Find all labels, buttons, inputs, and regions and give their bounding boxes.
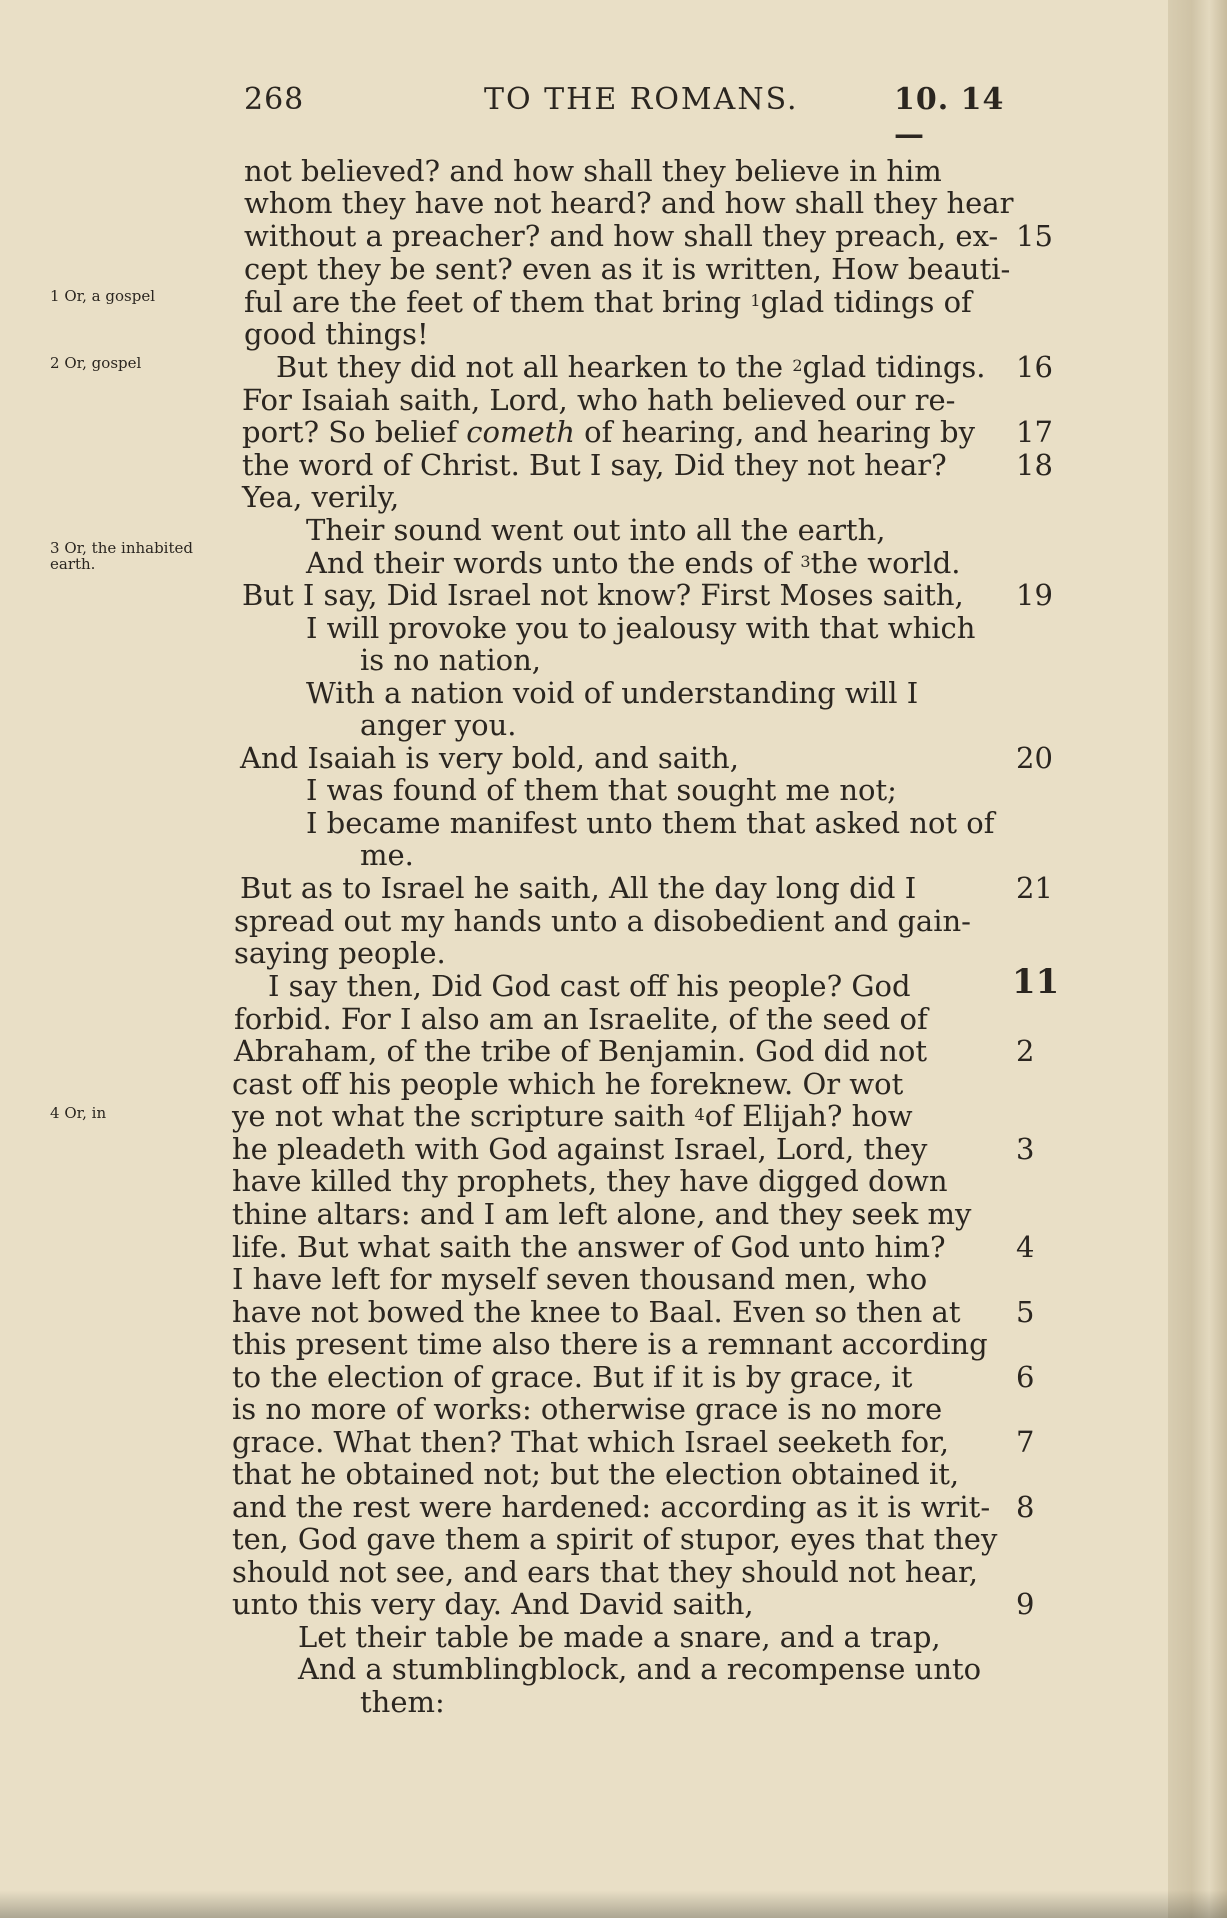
verse-number: 8 [1016,1490,1035,1524]
line-text: life. But what saith the answer of God unto him? [232,1230,946,1264]
line-text: cept they be sent? even as it is written, How beauti- [244,252,1011,286]
line-text: ful are the feet of them that bring $^1$glad tidings of [244,285,972,319]
line-text: Yea, verily, [242,480,400,514]
text-line [0,1231,1100,1264]
line-text: good things! [244,317,429,351]
page-number: 268 [244,82,305,117]
verse-number: 16 [1016,350,1053,384]
line-text: port? So belief cometh of hearing, and hearing by [242,415,975,449]
line-text: have not bowed the knee to Baal. Even so then at [232,1295,961,1329]
text-line [0,1653,1100,1686]
page-edge [1168,0,1227,1918]
text-line [0,384,1100,417]
chapter-verse-reference: 10. 14— [894,82,1005,152]
text-line [0,644,1100,677]
text-line [0,481,1100,514]
text-line [0,709,1100,742]
line-text: unto this very day. And David saith, [232,1587,754,1621]
margin-note-4: 4 Or, in [50,1104,107,1122]
text-line [0,1426,1100,1459]
text-line [0,774,1100,807]
text-line [0,579,1100,612]
line-text: have killed thy prophets, they have digged down [232,1164,948,1198]
text-line [0,1133,1100,1166]
text-line [0,286,1100,319]
text-line [0,1263,1100,1296]
line-text: spread out my hands unto a disobedient and gain- [234,904,971,938]
text-line [0,1588,1100,1621]
text-line [0,1361,1100,1394]
running-header [244,82,1024,152]
line-text: But they did not all hearken to the $^2$glad tidings. [276,350,986,384]
line-text: Their sound went out into all the earth, [306,513,886,547]
line-text: that he obtained not; but the election obtained it, [232,1457,960,1491]
line-text: I became manifest unto them that asked not of [306,806,995,840]
text-line [0,1198,1100,1231]
line-text: I have left for myself seven thousand men, who [232,1262,928,1296]
text-line [0,187,1100,220]
verse-number: 17 [1016,415,1053,449]
line-text: I was found of them that sought me not; [306,773,897,807]
verse-number: 5 [1016,1295,1035,1329]
text-line [0,449,1100,482]
text-line [0,677,1100,710]
line-text: Abraham, of the tribe of Benjamin. God did not [234,1034,927,1068]
text-line [0,253,1100,286]
text-line [0,1556,1100,1589]
line-text: And a stumblingblock, and a recompense unto [298,1652,982,1686]
line-text: is no more of works: otherwise grace is no more [232,1392,943,1426]
text-line [0,905,1100,938]
text-line [0,1491,1100,1524]
text-line [0,612,1100,645]
text-line [0,155,1100,188]
line-text: this present time also there is a remnant according [232,1327,988,1361]
text-line [0,1296,1100,1329]
line-text: and the rest were hardened: according as it is writ- [232,1490,991,1524]
line-text: But I say, Did Israel not know? First Moses saith, [242,578,964,612]
line-text: I say then, Did God cast off his people? God [268,969,911,1003]
verse-number: 15 [1016,219,1053,253]
line-text: the word of Christ. But I say, Did they not hear? [242,448,947,482]
line-text: Let their table be made a snare, and a trap, [298,1620,941,1654]
verse-number: 6 [1016,1360,1035,1394]
line-text: forbid. For I also am an Israelite, of the seed of [234,1002,928,1036]
line-text: thine altars: and I am left alone, and they seek my [232,1197,972,1231]
text-line [0,220,1100,253]
verse-number: 2 [1016,1034,1035,1068]
line-text: without a preacher? and how shall they preach, ex- [244,219,999,253]
line-text: whom they have not heard? and how shall they hear [244,186,1014,220]
line-text: he pleadeth with God against Israel, Lord, they [232,1132,928,1166]
text-line [0,1393,1100,1426]
verse-number: 20 [1016,741,1053,775]
text-line [0,318,1100,351]
verse-number: 19 [1016,578,1053,612]
text-line [0,547,1100,580]
text-line [0,514,1100,547]
text-line [0,1100,1100,1133]
line-text: For Isaiah saith, Lord, who hath believed our re- [242,383,956,417]
line-text: And their words unto the ends of $^3$the world. [306,546,961,580]
margin-note-2: 2 Or, gospel [50,354,142,372]
text-line [0,1621,1100,1654]
text-line [0,351,1100,384]
footnote-marker: 3 [800,552,811,571]
line-text: should not see, and ears that they should not hear, [232,1555,978,1589]
text-line [0,872,1100,905]
margin-note-3: 3 Or, the inhabited earth. [50,539,193,573]
line-text: With a nation void of understanding will I [306,676,919,710]
page-title: TO THE ROMANS. [484,82,799,117]
line-text: anger you. [360,708,517,742]
text-line [0,1035,1100,1068]
text-line [0,1165,1100,1198]
text-line [0,416,1100,449]
page-bottom-shadow [0,1890,1227,1918]
text-line [0,1686,1100,1719]
text-line [0,807,1100,840]
line-text: But as to Israel he saith, All the day long did I [240,871,917,905]
line-text: grace. What then? That which Israel seeketh for, [232,1425,949,1459]
line-text: ten, God gave them a spirit of stupor, eyes that they [232,1522,998,1556]
text-line [0,742,1100,775]
line-text: ye not what the scripture saith $^4$of Elijah? how [232,1099,913,1133]
line-text: I will provoke you to jealousy with that which [306,611,976,645]
text-line [0,1458,1100,1491]
line-text: not believed? and how shall they believe in him [244,154,942,188]
verse-number: 21 [1016,871,1053,905]
line-text: me. [360,838,414,872]
line-text: is no nation, [360,643,541,677]
verse-number: 4 [1016,1230,1035,1264]
margin-note-1: 1 Or, a gospel [50,287,156,305]
line-text: cast off his people which he foreknew. Or wot [232,1067,904,1101]
chapter-number: 11 [1012,962,1060,1002]
text-line [0,1003,1100,1036]
text-line [0,1523,1100,1556]
verse-number: 18 [1016,448,1053,482]
text-line [0,962,1100,1003]
text-line [0,1328,1100,1361]
verse-number: 7 [1016,1425,1035,1459]
line-text: them: [360,1685,445,1719]
footnote-marker: 4 [694,1105,705,1124]
verse-number: 3 [1016,1132,1035,1166]
text-line [0,937,1100,970]
text-line [0,839,1100,872]
verse-number: 9 [1016,1587,1035,1621]
text-line [0,1068,1100,1101]
line-text: to the election of grace. But if it is by grace, it [232,1360,913,1394]
line-text: And Isaiah is very bold, and saith, [240,741,739,775]
footnote-marker: 2 [792,356,803,375]
footnote-marker: 1 [750,291,761,310]
line-text: saying people. [234,936,446,970]
